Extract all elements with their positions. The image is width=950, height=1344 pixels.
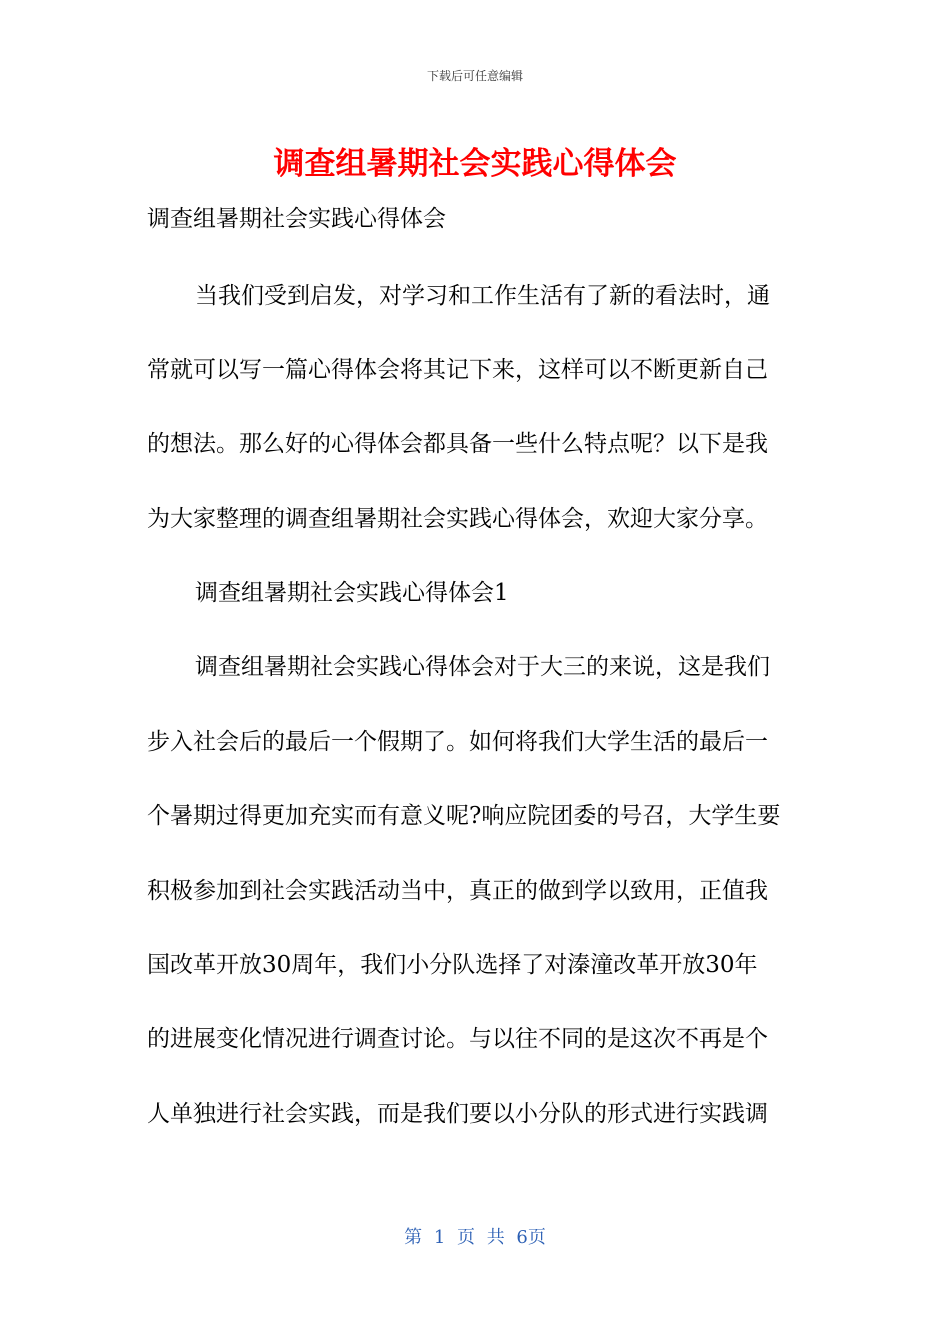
paragraph-line: 当我们受到启发，对学习和工作生活有了新的看法时，通	[195, 283, 770, 309]
paragraph-line: 常就可以写一篇心得体会将其记下来，这样可以不断更新自己	[147, 357, 768, 383]
header-note: 下载后可任意编辑	[426, 69, 523, 83]
paragraph-line: 的想法。那么好的心得体会都具备一些什么特点呢？以下是我	[147, 431, 768, 457]
paragraph-line: 积极参加到社会实践活动当中，真正的做到学以致用，正值我	[147, 878, 768, 904]
paragraph-line: 步入社会后的最后一个假期了。如何将我们大学生活的最后一	[147, 729, 768, 755]
section-heading: 调查组暑期社会实践心得体会1	[195, 580, 509, 606]
page-number-footer: 第 1 页 共 6页	[404, 1227, 546, 1248]
paragraph-line: 的进展变化情况进行调查讨论。与以往不同的是这次不再是个	[147, 1026, 768, 1052]
paragraph-line: 人单独进行社会实践，而是我们要以小分队的形式进行实践调	[147, 1101, 768, 1127]
paragraph-line: 调查组暑期社会实践心得体会对于大三的来说，这是我们	[195, 654, 770, 680]
paragraph-line: 为大家整理的调查组暑期社会实践心得体会，欢迎大家分享。	[147, 506, 768, 532]
paragraph-line: 个暑期过得更加充实而有意义呢?响应院团委的号召，大学生要	[147, 803, 781, 829]
document-title: 调查组暑期社会实践心得体会	[273, 146, 677, 182]
paragraph-line: 国改革开放30周年，我们小分队选择了对溱潼改革开放30年	[147, 952, 758, 978]
document-subtitle: 调查组暑期社会实践心得体会	[147, 206, 446, 232]
